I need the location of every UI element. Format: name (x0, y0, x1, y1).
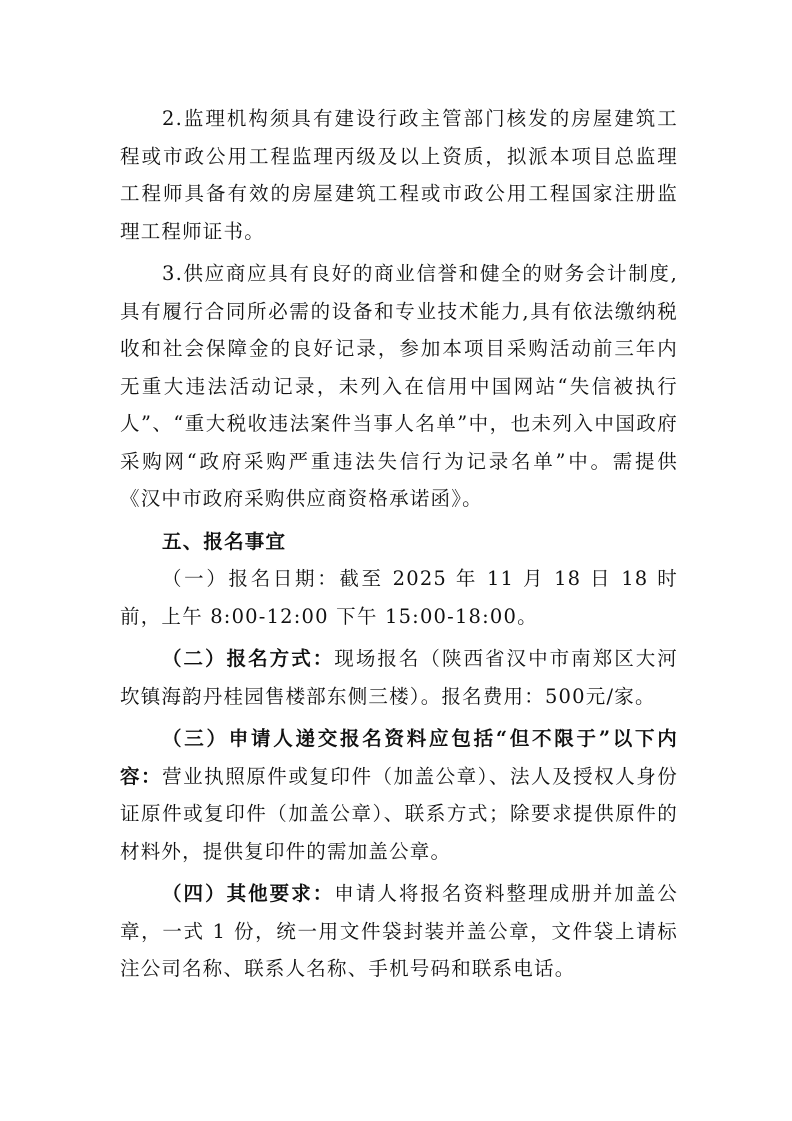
item-registration-method (120, 640, 678, 715)
item-text: 现场报名（陕西省汉中市南郑区大河坎镇海韵丹桂园售楼部东侧三楼）。报名费用：500元/家。 (120, 647, 678, 708)
item-lead: （三）申请人递交报名资料应包括“但不限于”以下内容： (120, 727, 678, 788)
item-text: （一）报名日期：截至 2025 年 11 月 18 日 18 时前，上午 8:00-12:00 下午 15:00-18:00。 (120, 567, 678, 628)
paragraph-supplier-requirements: 3.供应商应具有良好的商业信誉和健全的财务会计制度,具有履行合同所必需的设备和专业技术能力,具有依法缴纳税收和社会保障金的良好记录，参加本项目采购活动前三年内无重大违法活动记录，未列入在信用中国网站“失信被执行人”、“重大税收违法案件当事人名单”中，也未列入中国政府采购网“政府采购严重违法失信行为记录名单”中。需提供《汉中市政府采购供应商资格承诺函》。 (120, 262, 678, 510)
item-lead: （四）其他要求： (162, 882, 335, 905)
item-text: 营业执照原件或复印件（加盖公章）、法人及授权人身份证原件或复印件（加盖公章）、联系方式；除要求提供原件的材料外，提供复印件的需加盖公章。 (120, 764, 678, 863)
paragraph-supervision-qualification: 2.监理机构须具有建设行政主管部门核发的房屋建筑工程或市政公用工程监理丙级及以上资质，拟派本项目总监理工程师具备有效的房屋建筑工程或市政公用工程国家注册监理工程师证书。 (120, 107, 678, 243)
document-body (120, 100, 678, 988)
section-heading-registration: 五、报名事宜 (162, 529, 287, 553)
item-submission-materials (120, 720, 678, 870)
item-lead: （二）报名方式： (162, 647, 335, 670)
item-registration-date (120, 560, 678, 635)
item-other-requirements (120, 875, 678, 988)
item-text: 申请人将报名资料整理成册并加盖公章，一式 1 份，统一用文件袋封装并盖公章，文件袋上请标注公司名称、联系人名称、手机号码和联系电话。 (120, 882, 678, 980)
